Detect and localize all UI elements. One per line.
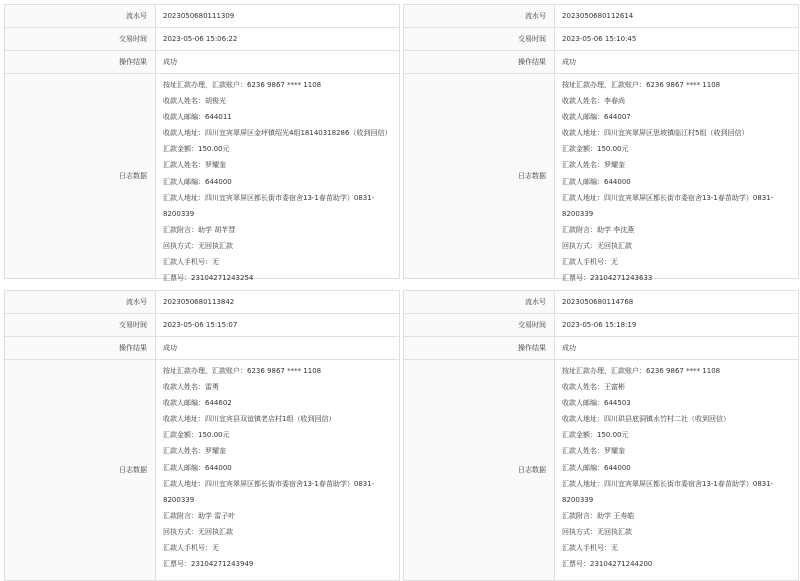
result-value: 成功 xyxy=(163,58,177,66)
log-line: 汇票号：23104271243633 xyxy=(562,274,653,283)
log-line: 按址汇款办理，汇款账户：6236 9867 **** 1108 xyxy=(562,367,721,375)
serial-value: 2023050680113842 xyxy=(163,298,235,306)
log-line: 收款人邮编：644007 xyxy=(562,113,631,122)
trade-time-value: 2023-05-06 15:18:19 xyxy=(562,321,637,329)
log-content xyxy=(156,360,399,580)
log-line: 汇款人邮编：644000 xyxy=(562,177,631,186)
result-row xyxy=(404,337,798,360)
log-line: 汇款金额：150.00元 xyxy=(562,145,629,154)
log-line: 汇款人邮编：644000 xyxy=(163,463,232,472)
log-row xyxy=(404,74,798,283)
log-label: 日志数据 xyxy=(404,360,555,580)
trade-time-label: 交易时间 xyxy=(5,314,156,336)
transaction-card xyxy=(4,290,400,581)
log-line: 汇款附言：助学 雷子叶 xyxy=(163,511,236,520)
log-line: 汇款附言：助学 王寿皓 xyxy=(562,511,635,520)
trade-time-label: 交易时间 xyxy=(5,28,156,50)
trade-time-row xyxy=(5,28,399,51)
log-line: 汇票号：23104271243254 xyxy=(163,274,254,283)
log-line: 收款人邮编：644602 xyxy=(163,399,232,408)
serial-row xyxy=(5,291,399,314)
serial-row xyxy=(404,291,798,314)
serial-row xyxy=(5,5,399,28)
trade-time-row xyxy=(404,314,798,337)
log-line: 按址汇款办理，汇款账户：6236 9867 **** 1108 xyxy=(562,81,721,89)
log-line: 收款人邮编：644011 xyxy=(163,113,232,122)
serial-row xyxy=(404,5,798,28)
log-line: 收款人姓名：胡俊光 xyxy=(163,97,226,106)
result-label: 操作结果 xyxy=(5,337,156,359)
log-line: 回执方式：无回执汇款 xyxy=(163,241,233,250)
result-value: 成功 xyxy=(562,58,576,66)
trade-time-value: 2023-05-06 15:10:45 xyxy=(562,35,637,43)
log-line: 汇款金额：150.00元 xyxy=(163,145,230,154)
log-line: 汇款人邮编：644000 xyxy=(562,463,631,472)
log-line: 汇款附言：助学 李沈燕 xyxy=(562,225,635,234)
result-value: 成功 xyxy=(163,344,177,352)
log-line: 收款人地址：四川珙县底洞镇水竹村二社（收到回信） xyxy=(562,415,730,424)
log-line: 汇款金额：150.00元 xyxy=(562,431,629,440)
log-line: 按址汇款办理，汇款账户：6236 9867 **** 1108 xyxy=(163,81,322,89)
result-row xyxy=(5,337,399,360)
log-line: 汇款附言：助学 胡芊彗 xyxy=(163,225,236,234)
trade-time-label: 交易时间 xyxy=(404,28,555,50)
serial-label: 流水号 xyxy=(404,291,555,313)
log-line: 回执方式：无回执汇款 xyxy=(163,527,233,536)
serial-value: 2023050680111309 xyxy=(163,12,235,20)
log-line: 汇款人地址：四川宜宾翠屏区都长街市委宿舍13-1春苗助学）0831-8200339 xyxy=(562,193,774,218)
result-row xyxy=(404,51,798,74)
log-line: 汇款人姓名：罗耀奎 xyxy=(562,447,625,456)
serial-label: 流水号 xyxy=(404,5,555,27)
trade-time-row xyxy=(5,314,399,337)
log-line: 汇款人地址：四川宜宾翠屏区都长街市委宿舍13-1春苗助学）0831-8200339 xyxy=(163,193,375,218)
log-line: 收款人姓名：李春尚 xyxy=(562,97,625,106)
trade-time-row xyxy=(404,28,798,51)
log-line: 收款人姓名：雷勇 xyxy=(163,383,219,392)
log-label: 日志数据 xyxy=(404,74,555,278)
log-line: 收款人地址：四川宜宾翠屏区思坡镇临江村5组（收到回信） xyxy=(562,129,749,138)
log-line: 按址汇款办理，汇款账户：6236 9867 **** 1108 xyxy=(163,367,322,375)
log-line: 汇款人地址：四川宜宾翠屏区都长街市委宿舍13-1春苗助学）0831-8200339 xyxy=(562,479,774,504)
log-line: 汇款人姓名：罗耀奎 xyxy=(562,161,625,170)
log-content xyxy=(555,74,798,283)
log-line: 汇款人邮编：644000 xyxy=(163,177,232,186)
serial-value: 2023050680112614 xyxy=(562,12,634,20)
log-line: 汇款人地址：四川宜宾翠屏区都长街市委宿舍13-1春苗助学）0831-8200339 xyxy=(163,479,375,504)
log-line: 收款人邮编：644503 xyxy=(562,399,631,408)
log-line: 汇票号：23104271244200 xyxy=(562,560,653,569)
log-line: 汇款人手机号：无 xyxy=(562,544,618,553)
log-content xyxy=(555,360,798,580)
log-row xyxy=(5,360,399,581)
log-content xyxy=(156,74,399,283)
log-line: 收款人地址：四川宜宾县双谊镇老店村1组（收到回信） xyxy=(163,415,336,424)
log-line: 汇票号：23104271243949 xyxy=(163,560,254,569)
result-label: 操作结果 xyxy=(404,337,555,359)
trade-time-value: 2023-05-06 15:06:22 xyxy=(163,35,238,43)
result-value: 成功 xyxy=(562,344,576,352)
log-line: 汇款人手机号：无 xyxy=(163,258,219,267)
result-label: 操作结果 xyxy=(5,51,156,73)
log-line: 汇款金额：150.00元 xyxy=(163,431,230,440)
log-row xyxy=(404,360,798,581)
trade-time-label: 交易时间 xyxy=(404,314,555,336)
result-label: 操作结果 xyxy=(404,51,555,73)
transaction-card xyxy=(4,4,400,283)
log-label: 日志数据 xyxy=(5,360,156,580)
log-row xyxy=(5,74,399,283)
log-line: 收款人姓名：王富彬 xyxy=(562,383,625,392)
serial-value: 2023050680114768 xyxy=(562,298,634,306)
log-label: 日志数据 xyxy=(5,74,156,278)
log-line: 收款人地址：四川宜宾翠屏区金坪镇绍光4组18140318286（收到回信） xyxy=(163,129,392,138)
transaction-card xyxy=(403,290,799,581)
log-line: 汇款人姓名：罗耀奎 xyxy=(163,447,226,456)
trade-time-value: 2023-05-06 15:15:07 xyxy=(163,321,238,329)
transaction-card xyxy=(403,4,799,283)
log-line: 回执方式：无回执汇款 xyxy=(562,241,632,250)
result-row xyxy=(5,51,399,74)
log-line: 汇款人手机号：无 xyxy=(562,258,618,267)
log-line: 汇款人手机号：无 xyxy=(163,544,219,553)
serial-label: 流水号 xyxy=(5,291,156,313)
serial-label: 流水号 xyxy=(5,5,156,27)
log-line: 汇款人姓名：罗耀奎 xyxy=(163,161,226,170)
log-line: 回执方式：无回执汇款 xyxy=(562,527,632,536)
